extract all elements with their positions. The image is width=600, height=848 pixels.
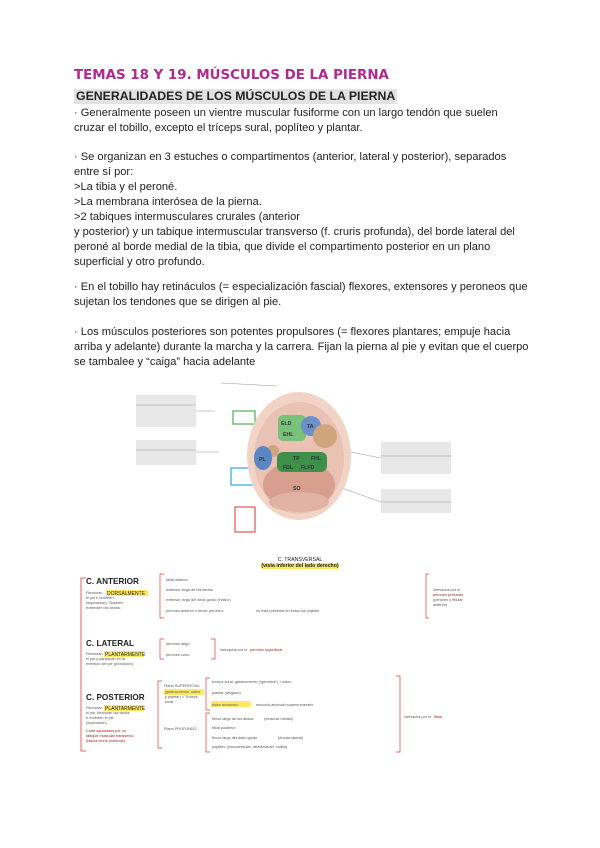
anterior-item: tibial anterior [166, 578, 188, 582]
posterior-deep-note: (el más lateral) [278, 736, 304, 740]
highlight-box-anterior [233, 411, 255, 424]
paragraph-line: superficial y otro profundo. [74, 256, 205, 268]
lateral-nerve-name: peroneo superficial [250, 648, 283, 652]
anterior-nerve-line: (peroneo o fibular [433, 598, 463, 602]
anterior-desc-line: el pie e invierten [86, 596, 114, 600]
posterior-desc-red: (fascia cruris profunda) [86, 739, 125, 743]
posterior-desc-line: el pie, flexionan los dedos [86, 711, 130, 715]
paragraph-line: se tambalee y “caiga” hacia adelante [74, 356, 256, 368]
annotation-box [381, 489, 451, 513]
posterior-desc-red: Corte separados por un [86, 729, 126, 733]
paragraph-line: cruzar el tobillo, excepto el tríceps sural, poplíteo y plantar. [74, 122, 363, 134]
page-title: TEMAS 18 Y 19. MÚSCULOS DE LA PIERNA [74, 68, 389, 83]
compartments-diagram [78, 566, 540, 756]
posterior-deep-note: (músculo medial) [264, 717, 293, 721]
posterior-sup-sub: (gastrocnemio, sóleo [165, 690, 201, 694]
posterior-deep-item: poplíteo (monoarticular; atraviesa art. rodilla) [212, 745, 288, 749]
posterior-sup-sub: y plantar) = Tríceps [165, 695, 198, 699]
anatomy-label: SO [293, 486, 301, 492]
anatomy-label: FHL [311, 456, 322, 462]
anterior-desc-highlight: DORSALMENTE [107, 591, 146, 597]
highlight-box-red [235, 507, 255, 532]
anterior-nerve-name: peroneo profundo [433, 593, 463, 597]
lateral-desc-highlight: PLANTARMENTE [105, 652, 146, 658]
anterior-desc-line: Flexionan [86, 591, 103, 595]
lateral-item: peroneo corto [166, 653, 190, 657]
anterior-item-note: no está presente en todos los sujetos [256, 609, 319, 613]
paragraph-line: · Se organizan en 3 estuches o compartimentos (anterior, lateral y posterior), separados [74, 151, 507, 163]
anterior-item: peroneo anterior o tercer peroneo: [166, 609, 224, 613]
lateral-title: C. LATERAL [86, 639, 135, 648]
anatomy-label: FLFD [301, 465, 315, 471]
anatomy-label: PL [259, 457, 266, 463]
posterior-desc-red: tabique muscular transverso [86, 734, 134, 738]
paragraph-4 [74, 325, 534, 370]
anatomy-label: ELD [281, 421, 292, 427]
paragraph-line: y posterior) y un tabique intermuscular transverso (f. cruris profunda), del borde lateral del [74, 226, 515, 238]
posterior-desc-line: (supinación). [86, 721, 108, 725]
leg-cross-section-figure [135, 378, 470, 538]
paragraph-line: arriba y adelante) durante la marcha y la carrera. Fijan la pierna al pie y evitan que el cuerpo [74, 341, 529, 353]
lateral-nerve-line: inervados por el [220, 648, 248, 652]
anatomy-label: FDL [283, 465, 294, 471]
tibia-bone [313, 424, 337, 448]
posterior-deep-item: flexor largo de los dedos [212, 717, 254, 721]
anterior-nerve-line: inervados por el [433, 588, 461, 592]
posterior-nerve-name: tibial [434, 715, 442, 719]
posterior-sup-title: Plano SUPERFICIAL [164, 684, 200, 688]
posterior-sup-item: plantar (delgado) [212, 691, 241, 695]
posterior-nerve-line: inervados por el [404, 715, 432, 719]
anterior-desc-line: extienden los dedos. [86, 606, 121, 610]
paragraph-3 [74, 280, 534, 310]
paragraph-line: peroné al borde medial de la tibia, que divide el compartimento posterior en un plano [74, 241, 491, 253]
anterior-item: extensor largo del dedo gordo (Hallux) [166, 598, 231, 602]
paragraph-line: >2 tabiques intermusculares crurales (anterior [74, 211, 300, 223]
paragraph-2 [74, 150, 534, 270]
anterior-desc-line: (supinación). También [86, 601, 124, 605]
posterior-sup-sub: sural [165, 700, 174, 704]
lateral-desc-line: eversión del pie (pronación). [86, 662, 134, 666]
posterior-sup-item: sóleo accesorio [212, 703, 239, 707]
caption-title: C. TRANSVERSAL [277, 557, 323, 563]
lateral-desc-line: el pie y participan en la [86, 657, 125, 661]
caption-subtitle: (vista inferior del lado derecho) [261, 563, 339, 569]
paragraph-line: · Los músculos posteriores son potentes propulsores (= flexores plantares; empuje hacia [74, 326, 511, 338]
paragraph-line: >La membrana interósea de la pierna. [74, 196, 262, 208]
paragraph-line: entre sí por: [74, 166, 134, 178]
posterior-sup-note: músculo anómalo supernumerario [256, 703, 314, 707]
posterior-deep-item: flexor largo del dedo gordo [212, 736, 258, 740]
lateral-item: peroneo largo [166, 642, 190, 646]
anatomy-label: TP [293, 456, 300, 462]
muscle-gastrocnemius [269, 492, 329, 512]
posterior-desc-highlight: PLANTARMENTE [105, 706, 146, 712]
annotation-box [381, 442, 451, 474]
paragraph-line: sujetan los tendones que se dirigen al pie. [74, 296, 282, 308]
anterior-item: extensor largo de los dedos [166, 588, 213, 592]
annotation-box [136, 395, 196, 427]
anterior-title: C. ANTERIOR [86, 577, 139, 586]
posterior-deep-title: Plano PROFUNDO [164, 727, 197, 731]
page-subtitle: GENERALIDADES DE LOS MÚSCULOS DE LA PIERNA [76, 89, 396, 103]
paragraph-line: >La tibia y el peroné. [74, 181, 178, 193]
anterior-nerve-line: anterior) [433, 603, 448, 607]
paragraph-1 [74, 106, 534, 136]
posterior-desc-line: e invierten el pie [86, 716, 114, 720]
annotation-box [136, 440, 196, 465]
posterior-desc-line: Flexionan [86, 706, 103, 710]
posterior-deep-item: tibial posterior [212, 726, 236, 730]
paragraph-line: · Generalmente poseen un vientre muscular fusiforme con un largo tendón que suelen [74, 107, 498, 119]
posterior-sup-item: tríceps sural: gastrocnemio (“gemelos”) + sóleo [212, 680, 292, 684]
lateral-desc-line: Flexionan [86, 652, 103, 656]
anatomy-label: EHL [283, 432, 294, 438]
paragraph-line: · En el tobillo hay retináculos (= especialización fascial) flexores, extensores y peroneos que [74, 281, 528, 293]
anatomy-label: TA [307, 424, 314, 430]
posterior-title: C. POSTERIOR [86, 693, 145, 702]
